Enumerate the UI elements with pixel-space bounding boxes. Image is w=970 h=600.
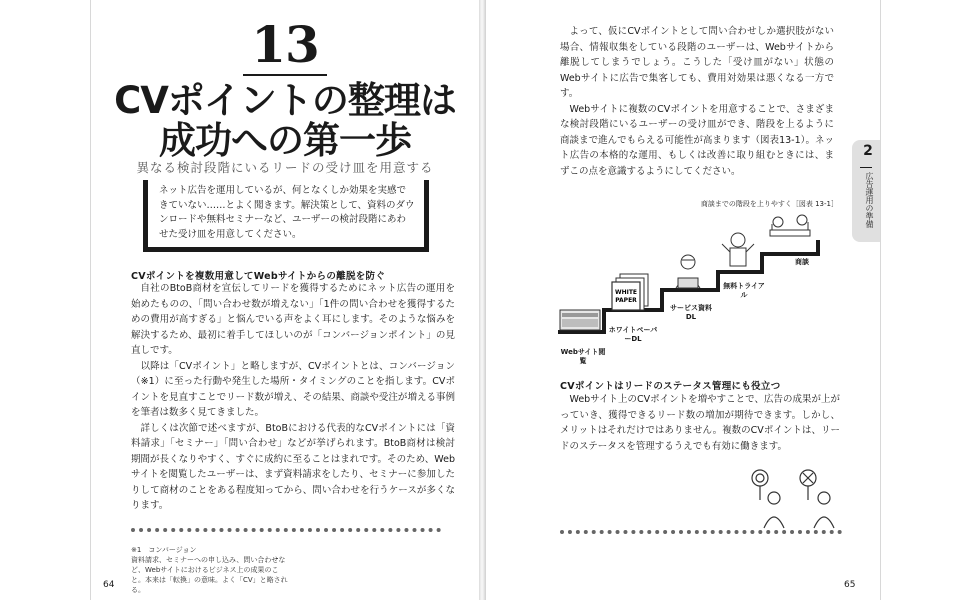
chapter-tab-number: 2 [863, 143, 873, 159]
meeting-people-icon [770, 215, 810, 236]
footnote-title: ※1 コンバージョン [131, 546, 197, 554]
white-paper-label-2: PAPER [615, 297, 637, 304]
step-label-meeting: 商談 [795, 258, 809, 266]
section-heading: CVポイントはリードのステータス管理にも役立つ [560, 381, 781, 392]
paragraph: よって、仮にCVポイントとして問い合わせしか選択肢がない場合、情報収集をしている段階のユーザーは、Webサイトから離脱してしまうでしょう。こうした「受け皿がない」状態のWebサイトに広告で集客しても、費用対効果は悪くなる一方です。 [560, 26, 834, 99]
paragraph: 自社のBtoB商材を宣伝してリードを獲得するためにネット広告の運用を始めたものの、「問い合わせ数が増えない」「1件の問い合わせを獲得するための費用が高すぎる」と悩んでいる声をよく耳にします。そのような悩みを解決するため、最初に着手してほしいのが「コンバージョンポイント」の見直しです。 [131, 283, 455, 356]
dotted-divider [560, 530, 842, 534]
page-number: 65 [844, 580, 856, 590]
section-heading: CVポイントを複数用意してWebサイトからの離脱を防ぐ [131, 271, 386, 282]
body-text [560, 392, 840, 454]
paragraph: 詳しくは次節で述べますが、BtoBにおける代表的なCVポイントには「資料請求」「セミナー」「問い合わせ」などが挙げられます。BtoB商材は検討期間が長くなりやすく、すぐに成約に至ることはまれです。そのため、Webサイトを閲覧したユーザーは、まず資料請求をしたり、セミナーに参加したりして商材のことをある程度知ってから、問い合わせを行うケースが多くなります。 [131, 422, 455, 511]
chapter-tab-text: 広告運用の準備 [865, 172, 874, 228]
step-label-website: Webサイト閲覧 [560, 348, 606, 365]
figure-caption: 商談までの階段を上りやすく［図表 13-1］ [700, 200, 838, 208]
circle-sign-person-icon [752, 470, 784, 528]
dotted-divider [131, 528, 441, 532]
page-subtitle: 異なる検討段階にいるリードの受け皿を用意する [136, 160, 434, 175]
lead-text: ネット広告を運用しているが、何となくしか効果を実感できていない……とよく聞きます。解決策として、資料のダウンロードや無料セミナーなど、ユーザーの検討段階にあわせた受け皿を用意してください。 [159, 185, 415, 240]
step-label-trial: 無料トライアル [723, 282, 765, 299]
page-number: 64 [103, 580, 115, 590]
person-presenting-icon [722, 233, 754, 266]
left-page [90, 0, 479, 600]
paragraph: 以降は「CVポイント」と略しますが、CVポイントとは、コンバージョン（※1）に至った行動や発生した場所・タイミングのことを指します。CVポイントを見直すことでリード数が増え、その結果、商談や受注が増える事例を筆者は数多く見てきました。 [131, 360, 455, 418]
body-text [560, 24, 834, 179]
page-title-line2: 成功への第一歩 [159, 119, 411, 162]
footnote [131, 545, 291, 595]
website-thumbnail-icon [560, 310, 600, 330]
ok-ng-figure [746, 466, 846, 530]
cross-sign-person-icon [800, 470, 834, 528]
step-label-whitepaper: ホワイトペーパーDL [608, 326, 658, 343]
book-gutter [478, 0, 486, 600]
staircase-figure [558, 210, 848, 360]
chapter-tab-rule [860, 167, 872, 168]
body-text [131, 281, 455, 514]
page-title-line1: CVポイントの整理は [114, 79, 456, 122]
right-page [486, 0, 881, 600]
paragraph: Webサイト上のCVポイントを増やすことで、広告の成果が上がっていき、獲得できるリード数の増加が期待できます。しかし、メリットはそれだけではありません。複数のCVポイントは、リードのステータスを管理するうえでも有効に働きます。 [560, 394, 840, 452]
step-label-service-doc: サービス資料DL [670, 304, 712, 321]
footnote-body: 資料請求、セミナーへの申し込み、問い合わせなど、Webサイトにおけるビジネス上の成果のこと。本来は「転換」の意味。よく「CV」と略される。 [131, 556, 288, 594]
white-paper-label-1: WHITE [614, 289, 638, 296]
chapter-number-underline [243, 74, 327, 76]
chapter-number: 13 [251, 15, 319, 74]
person-laptop-icon [676, 255, 700, 288]
white-paper-icon [612, 274, 648, 310]
paragraph: Webサイトに複数のCVポイントを用意することで、さまざまな検討段階にいるユーザーの受け皿ができ、階段を上るように商談まで進んでもらえる可能性が高まります（図表13-1）。ネット広告の本格的な運用、もしくは改善に取り組むときには、まずこの点を意識するようにしてください。 [560, 103, 834, 177]
